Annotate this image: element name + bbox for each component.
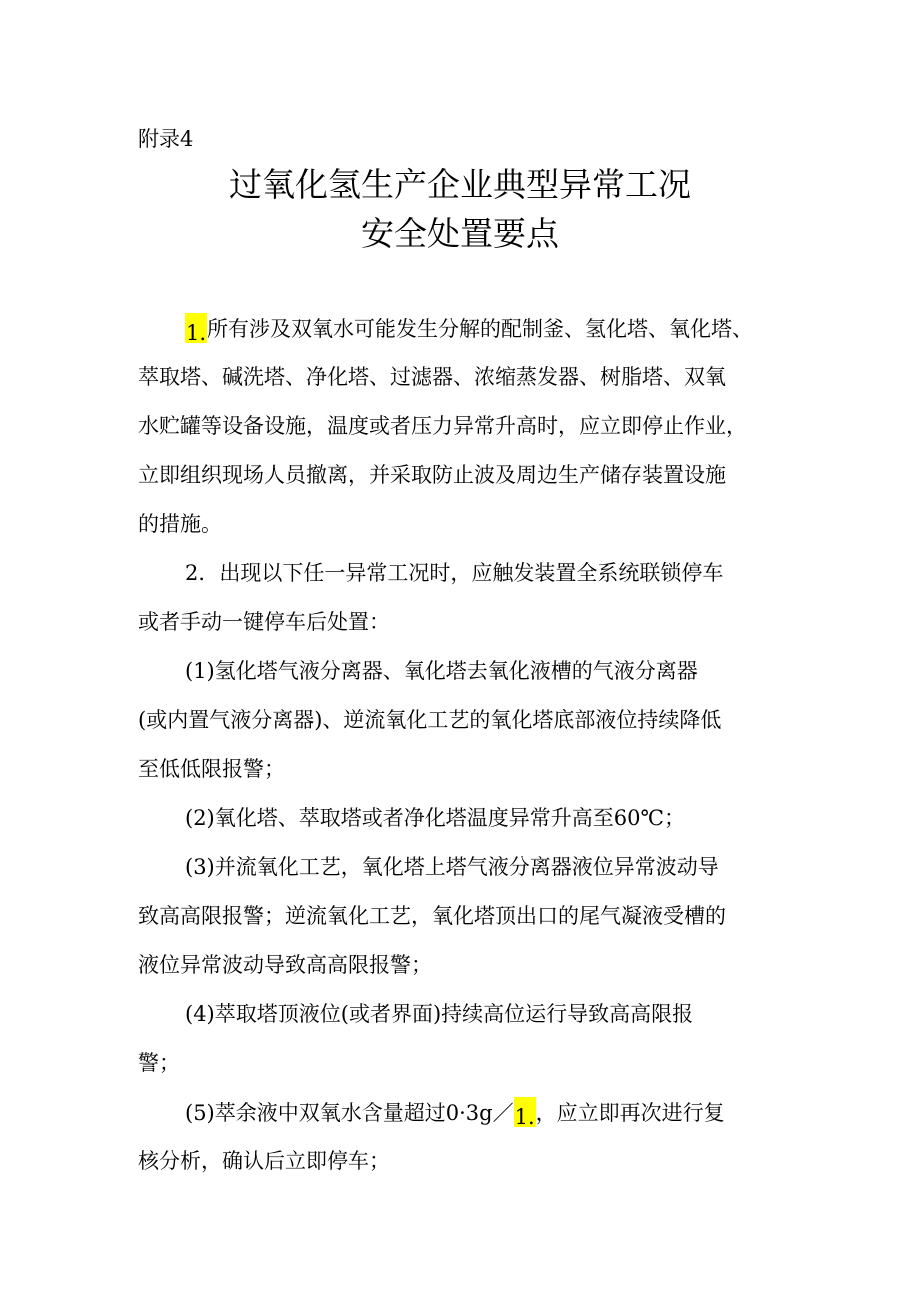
subitem-4-line-2: 警； xyxy=(138,1051,180,1075)
item-1-line-3: 水贮罐等设备设施，温度或者压力异常升高时，应立即停止作业， xyxy=(138,414,747,438)
document-title-line-2: 安全处置要点 xyxy=(361,214,559,253)
subitem-5-line-1 xyxy=(185,1097,788,1127)
item-1-line-2: 萃取塔、碱洗塔、净化塔、过滤器、浓缩蒸发器、树脂塔、双氧 xyxy=(138,365,726,389)
subitem-3-line-1: (3)并流氧化工艺，氧化塔上塔气液分离器液位异常波动导 xyxy=(185,855,719,879)
item-1-marker-highlight: 1. xyxy=(185,313,207,343)
appendix-label: 附录4 xyxy=(138,127,194,151)
item-2-line-2: 或者手动一键停车后处置： xyxy=(138,610,390,634)
subitem-1-line-1: (1)氢化塔气液分离器、氧化塔去氧化液槽的气液分离器 xyxy=(185,659,698,683)
item-2-line-1: 2．出现以下任一异常工况时，应触发装置全系统联锁停车 xyxy=(185,561,724,585)
document-title-line-1: 过氧化氢生产企业典型异常工况 xyxy=(229,165,691,204)
subitem-4-line-1: (4)萃取塔顶液位(或者界面)持续高位运行导致高高限报 xyxy=(185,1002,694,1026)
subitem-5-marker-highlight: 1. xyxy=(514,1097,536,1127)
subitem-3-line-3: 液位异常波动导致高高限报警； xyxy=(138,953,432,977)
subitem-1-line-2: (或内置气液分离器)、逆流氧化工艺的氧化塔底部液位持续降低 xyxy=(138,708,722,732)
subitem-5-text-before: (5)萃余液中双氧水含量超过0·3g／ xyxy=(185,1101,514,1125)
item-1-line-5: 的措施。 xyxy=(138,512,222,536)
subitem-5-text-after: ，应立即再次进行复 xyxy=(535,1101,725,1125)
item-1-line-1 xyxy=(185,313,785,343)
subitem-1-line-3: 至低低限报警； xyxy=(138,757,285,781)
subitem-5-line-2: 核分析，确认后立即停车； xyxy=(138,1149,390,1173)
item-1-text: 所有涉及双氧水可能发生分解的配制釜、氢化塔、氧化塔、 xyxy=(207,317,754,341)
subitem-3-line-2: 致高高限报警；逆流氧化工艺，氧化塔顶出口的尾气凝液受槽的 xyxy=(138,904,726,928)
item-1-line-4: 立即组织现场人员撤离，并采取防止波及周边生产储存装置设施 xyxy=(138,463,726,487)
subitem-2-line-1: (2)氧化塔、萃取塔或者净化塔温度异常升高至60℃； xyxy=(185,806,685,830)
